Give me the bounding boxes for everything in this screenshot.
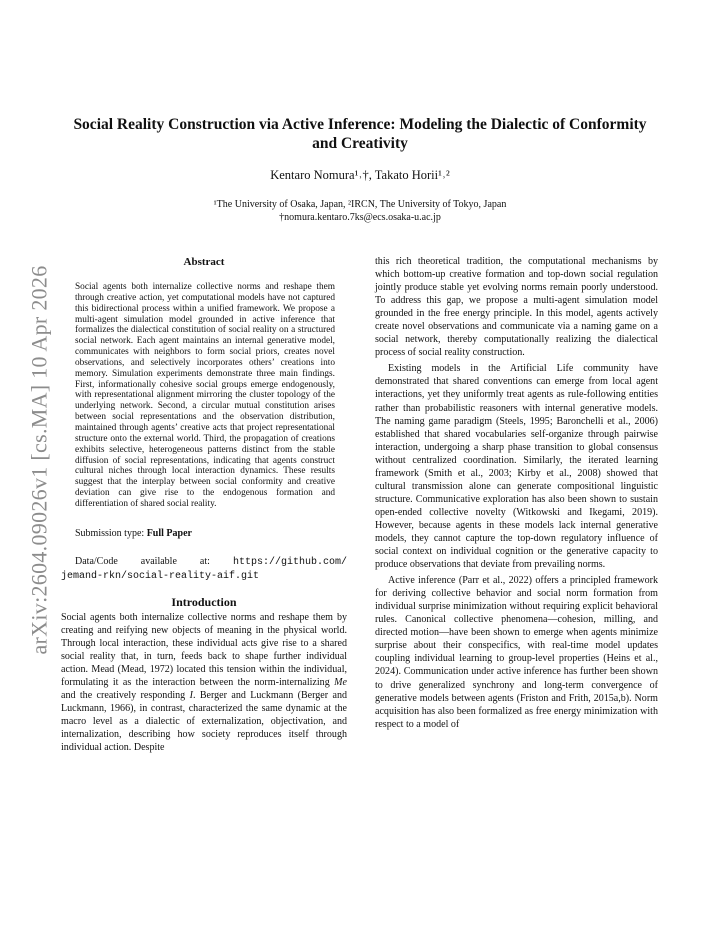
affiliation-line: ¹The University of Osaka, Japan, ²IRCN, The University of Tokyo, Japan <box>213 199 507 210</box>
paper-title: Social Reality Construction via Active Inference: Modeling the Dialectic of Conformity and Creativity <box>73 116 647 152</box>
arxiv-identifier-stamp <box>22 230 58 690</box>
introduction-paragraph-2: Existing models in the Artificial Life community have demonstrated that shared conventions can emerge from local agent interactions, yet they uniformly treat agents as rule-following entities rather than probabilistic reasoners with internal generative models. The naming game paradigm (Steels, 1995; Baronchelli et al., 2006) established that shared vocabularies self-organize through pairwise interaction, undergoing a sharp phase transition to global consensus without centralized coordination. Similarly, the iterated learning framework (Smith et al., 2003; Kirby et al., 2008) showed that cultural transmission alone can generate compositional linguistic structure. Communicative exploration has also been shown to sustain open-ended collective novelty (Witkowski and Ikegami, 2019). However, because agents in these models lack internal generative models, they cannot capture the top-down regulatory influence of social context on individual cognition or the generative capacity to produce observations that deviate from prevailing norms. <box>375 363 658 571</box>
introduction-heading: Introduction <box>171 594 237 609</box>
introduction-paragraph-1 <box>61 611 347 755</box>
repository-url-part-2[interactable]: jemand-rkn/social-reality-aif.git <box>61 570 260 582</box>
abstract-text: Social agents both internalize collective norms and reshape them through creative action, yet computational models have not captured this bidirectional process within a unified framework. We propose a multi-agent simulation model grounded in active inference that formalizes the dialectical constitution of social reality on a structured social network. Each agent maintains an internal generative model, communicates with neighbors to form social priors, creates novel observations, and selectively incorporates others’ creations into memory. Simulation experiments demonstrate three main findings. First, informationally cohesive social groups emerge endogenously, with representational alignment mirroring the cluster topology of the underlying network. Second, a circular mutual constitution arises between social representations and the observation distribution, maintained through agents’ creative acts that project representational structure onto the external world. Third, the propagation of creations exhibits selective, heterogeneous patterns distinct from the stable diffusion of social representations, indicating that agents construct cultural niches through local interaction dynamics. These results suggest that the interplay between social conformity and creative deviation can give rise to the endogenous formation and differentiation of shared social reality. <box>75 282 335 509</box>
data-code-availability <box>61 555 347 583</box>
arxiv-identifier: arXiv:2604.09026v1 [cs.MA] 10 Apr 2026 <box>27 265 52 655</box>
intro-p1-i: I <box>189 690 193 701</box>
abstract-heading: Abstract <box>183 256 225 268</box>
introduction-paragraph-1-continued: this rich theoretical tradition, the computational mechanisms by which bottom-up creative formation and top-down social regulation jointly produce stable yet evolving norms remain poorly understood. To address this gap, we propose a multi-agent simulation model grounded in the free energy principle. In this model, agents actively create novel observations and communicate via a naming game on a social network, thereby computationally realizing the dialectical process of social reality construction. <box>375 256 658 359</box>
right-column <box>375 255 658 731</box>
left-column <box>61 255 347 754</box>
intro-p1-after: . Berger and Luckmann (Berger and Luckmann, 1966), in contrast, characterized the same dynamic at the macro level as a dialectic of externalization, objectivation, and internalization, describing how society reproduces itself through individual action. Despite <box>61 690 348 754</box>
submission-type <box>75 527 347 540</box>
intro-p1-mid: and the creatively responding <box>61 690 190 701</box>
author-list: Kentaro Nomura¹˒†, Takato Horii¹˒² <box>270 168 450 182</box>
intro-p1-me: Me <box>334 676 347 688</box>
submission-value: Full Paper <box>146 527 192 539</box>
data-code-label: Data/Code available at: <box>75 555 210 567</box>
data-code-line-1 <box>61 555 347 569</box>
contact-email: †nomura.kentaro.7ks@ecs.osaka-u.ac.jp <box>279 212 441 223</box>
affiliations <box>60 198 660 224</box>
intro-p1-text: Social agents both internalize collective norms and reshape them by creating and reifying new objects of meaning in the physical world. Through local interaction, these individual acts give rise to a shared social reality that, in turn, feeds back to shape further individual action. Mead (Mead, 1972) located this tension within the individual, formulating it as the interaction between the norm-internalizing <box>61 611 347 688</box>
submission-label: Submission type: <box>75 527 145 539</box>
repository-url-part-1[interactable]: https://github.com/ <box>232 556 347 568</box>
introduction-paragraph-3: Active inference (Parr et al., 2022) offers a principled framework for deriving collective behavior and social norm formation from individual surprise minimization without requiring explicit behavioral rules. Canonical collective phenomena—cohesion, milling, and directed motion—have been shown to emerge when agents minimize surprise about their conspecifics, with real-time model updates coupling individual learning to group-level properties (Heins et al., 2024). Communication under active inference has further been shown to drive generalized synchrony and long-term convergence of generative models between agents (Friston and Frith, 2015a,b). Norm acquisition has also been formalized as free energy minimization with respect to a model of <box>375 575 658 730</box>
